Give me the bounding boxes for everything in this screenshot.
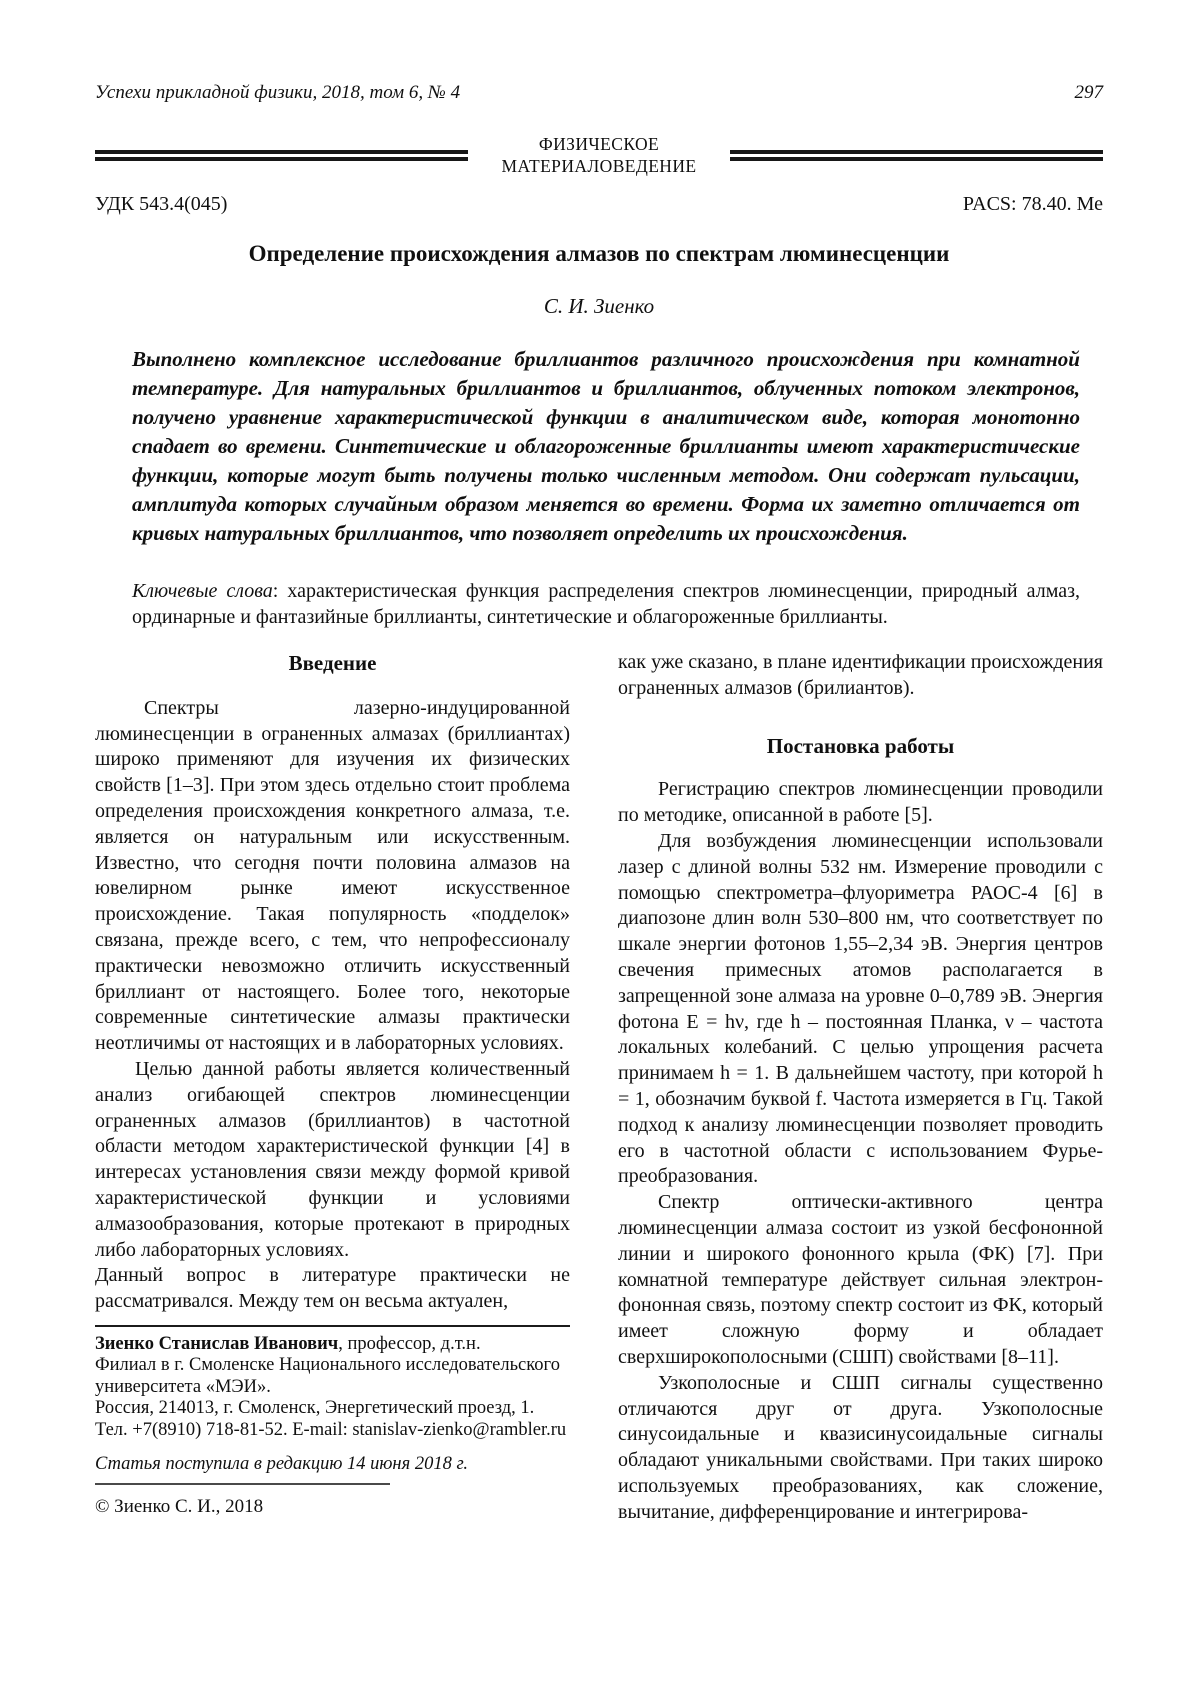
article-title: Определение происхождения алмазов по спектрам люминесценции [248, 241, 950, 267]
copyright-notice: © Зиенко С. И., 2018 [95, 1495, 264, 1517]
footnote-author-name: Зиенко Станислав Иванович [95, 1333, 339, 1354]
classification-codes [95, 193, 1103, 216]
right-column [618, 650, 1103, 1526]
footnote-affiliation: Филиал в г. Смоленске Национального исследовательского университета «МЭИ». [95, 1355, 560, 1397]
paragraph: Для возбуждения люминесценции использовали лазер с длиной волны 532 нм. Измерение проводили с помощью спектрометра–флуориметра РАОС-4 [6] в диапозоне длин волн 530–800 нм, что соответствует по шкале энергии фотонов 1,55–2,34 эВ. Энергия центров свечения примесных атомов располагается в запрещенной зоне алмаза на уровне 0–0,789 эВ. Энергия фотона E = hν, где h – постоянная Планка, ν – частота локальных колебаний. С целью упрощения расчета принимаем h = 1. В дальнейшем частоту, при которой h = 1, обозначим буквой f. Частота измеряется в Гц. Такой подход к анализу люминесценции позволяет проводить его в частотной области с использованием Фурье-преобразования. [618, 830, 1103, 1188]
keywords [132, 578, 1080, 630]
banner-left-rule [95, 150, 468, 161]
paragraph: Спектр оптически-активного центра люминесценции алмаза состоит из узкой бесфононной линии и широкого фононного крыла (ФК) [7]. При комнатной температуре действует сильная электрон-фононная связь, поэтому спектр состоит из ФК, который имеет сложную форму и обладает сверхширокополосными (СШП) свойствами [8–11]. [618, 1191, 1103, 1368]
article-body [95, 650, 1103, 1526]
section-title-line2: МАТЕРИАЛОВЕДЕНИЕ [501, 156, 697, 177]
copyright-rule [95, 1483, 390, 1485]
udk-code: УДК 543.4(045) [95, 193, 228, 216]
paragraph: Целью данной работы является количественный анализ огибающей спектров люминесценции ограненных алмазов (бриллиантов) в частотной области методом характеристической функции [4] в интересах установления связи между формой кривой характеристической функции и условиями алмазообразования, которые протекают в природных либо лабораторных условиях. [95, 1057, 570, 1261]
journal-reference: Успехи прикладной физики, 2018, том 6, № 4 [95, 82, 461, 103]
keywords-text: : характеристическая функция распределения спектров люминесценции, природный алмаз, ординарные и фантазийные бриллианты, синтетические и облагороженные бриллианты. [132, 579, 1080, 628]
footnote-rule [95, 1325, 570, 1327]
heading-introduction: Введение [288, 650, 377, 675]
left-column [95, 650, 570, 1526]
section-title [468, 133, 731, 177]
banner-right-rule [730, 150, 1103, 161]
pacs-code: PACS: 78.40. Ме [962, 193, 1103, 216]
abstract: Выполнено комплексное исследование бриллиантов различного происхождения при комнатной температуре. Для натуральных бриллиантов и бриллиантов, облученных потоком электронов, получено уравнение характеристической функции в аналитическом виде, которая монотонно спадает во времени. Синтетические и облагороженные бриллианты имеют характеристические функции, которые могут быть получены только численным методом. Они содержат пульсации, амплитуда которых случайным образом меняется во времени. Форма их заметно отличается от кривых натуральных бриллиантов, что позволяет определить их происхождения. [132, 346, 1080, 545]
keywords-label: Ключевые слова [132, 579, 273, 602]
paragraph: Регистрацию спектров люминесценции проводили по методике, описанной в работе [5]. [618, 778, 1103, 827]
footnote-author-line [95, 1334, 570, 1356]
running-head [95, 82, 1103, 105]
author-footnote [95, 1325, 570, 1518]
article-author: С. И. Зиенко [543, 293, 655, 318]
paragraph-continuation: как уже сказано, в плане идентификации происхождения ограненных алмазов (брилиантов). [618, 650, 1103, 699]
page-number: 297 [1074, 82, 1103, 103]
footnote-contacts: Тел. +7(8910) 718-81-52. E-mail: stanislav-zienko@rambler.ru [95, 1419, 567, 1440]
section-banner [95, 133, 1103, 177]
heading-problem-statement: Постановка работы [766, 734, 955, 759]
paragraph: Узкополосные и СШП сигналы существенно отличаются друг от друга. Узкополосные синусоидальные и квазисинусоидальные сигналы обладают уникальными свойствами. При таких широко используемых преобразованиях, как сложение, вычитание, дифференцирование и интегрирова- [618, 1371, 1103, 1523]
section-title-line1: ФИЗИЧЕСКОЕ [538, 133, 660, 154]
paragraph: Спектры лазерно-индуцированной люминесценции в ограненных алмазах (бриллиантах) широко применяют для изучения их физических свойств [1–3]. При этом здесь отдельно стоит проблема определения происхождения конкретного алмаза, т.е. является он натуральным или искусственным. Известно, что сегодня почти половина алмазов на ювелирном рынке имеют искусственное происхождение. Такая популярность «подделок» связана, прежде всего, с тем, что непрофессионалу практически невозможно отличить искусственный бриллиант от настоящего. Более того, некоторые современные синтетические алмазы практически неотличимы от настоящих и в лабораторных условиях. [95, 696, 570, 1055]
footnote-address: Россия, 214013, г. Смоленск, Энергетический проезд, 1. [95, 1398, 535, 1419]
paragraph: Данный вопрос в литературе практически не рассматривался. Между тем он весьма актуален, [95, 1264, 570, 1313]
footnote-received-date: Статья поступила в редакцию 14 июня 2018 г. [95, 1454, 469, 1475]
footnote-author-degrees: , профессор, д.т.н. [338, 1333, 481, 1354]
